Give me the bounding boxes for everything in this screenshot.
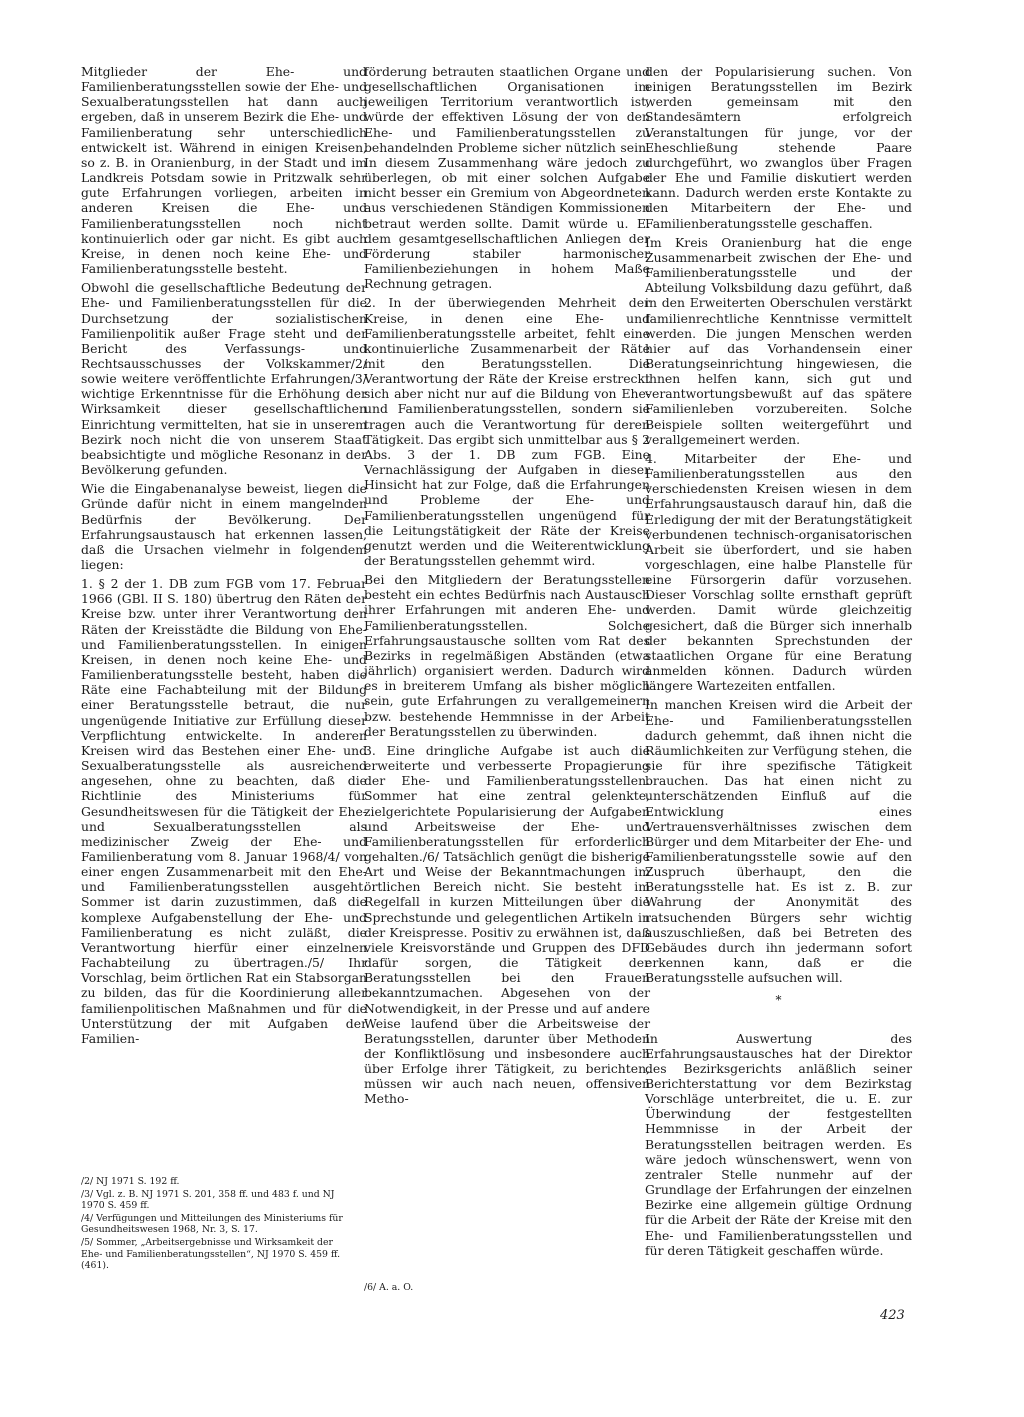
paragraph: Bei den Mitgliedern der Beratungsstellen besteht ein echtes Bedürfnis nach Austausch ihrer Erfahrungen mit anderen Ehe- und Familienberatungsstellen. Solche Erfahrungsaustausche sollten vom Rat des Bezirks in regelmäßigen Abständen (etwa jährlich) organisiert werden. Dadurch wird es in breiterem Umfang als bisher möglich sein, gute Erfahrungen zu verallgemeinern bzw. bestehende Hemmnisse in der Arbeit der Beratungsstellen zu überwinden. [364,572,650,739]
section-separator: * [775,993,782,1008]
footnote: /3/ Vgl. z. B. NJ 1971 S. 201, 358 ff. und 483 f. und NJ 1970 S. 459 ff. [81,1188,335,1212]
footnote: /2/ NJ 1971 S. 192 ff. [81,1176,180,1187]
footnote: /5/ Sommer, „Arbeitsergebnisse und Wirksamkeit der Ehe- und Familienberatungsstellen“, NJ 1970 S. 459 ff. (461). [81,1236,341,1272]
paragraph: Im Kreis Oranienburg hat die enge Zusammenarbeit zwischen der Ehe- und Familienberatungsstelle und der Abteilung Volksbildung dazu geführt, daß in den Erweiterten Oberschulen verstärkt familienrechtliche Kenntnisse vermittelt werden. Die jungen Menschen werden hier auf das Vorhandensein einer Beratungseinrichtung hingewiesen, die ihnen helfen kann, sich gut und verantwortungsbewußt auf das spätere Familienleben vorzubereiten. Solche Beispiele sollten weitergeführt und verallgemeinert werden. [645,234,912,447]
text-column-3 [645,64,912,1262]
text-column-2 [364,64,650,1111]
paragraph: In Auswertung des Erfahrungsaustausches hat der Direktor des Bezirksgerichts anläßlich seiner Berichterstattung vor dem Bezirkstag Vorschläge unterbreitet, die u. E. zur Überwindung der festgestellten Hemmnisse in der Arbeit der Beratungsstellen beitragen werden. Es wäre jedoch wünschenswert, wenn von zentraler Stelle nunmehr auf der Grundlage der Erfahrungen der einzelnen Bezirke eine allgemein gültige Ordnung für die Arbeit der Räte der Kreise mit den Ehe- und Familienberatungsstellen und für deren Tätigkeit geschaffen würde. [645,1030,912,1258]
footnotes-middle [364,1282,634,1295]
page-number: 423 [880,1308,905,1323]
paragraph: Wie die Eingabenanalyse beweist, liegen die Gründe dafür nicht in einem mangelnden Bedürfnis der Bevölkerung. Der Erfahrungsaustausch hat erkennen lassen, daß die Ursachen vielmehr in folgendem liegen: [81,481,367,572]
footnote: /4/ Verfügungen und Mitteilungen des Ministeriums für Gesundheitswesen 1968, Nr. 3, S. 17. [81,1212,343,1236]
paragraph: Obwohl die gesellschaftliche Bedeutung der Ehe- und Familienberatungsstellen für die Durchsetzung der sozialistischen Familienpolitik außer Frage steht und der Bericht des Verfassungs- und Rechtsausschusses der Volkskammer/2/ sowie weitere veröffentlichte Erfahrungen/3/ wichtige Erkenntnisse für die Erhöhung der Wirksamkeit dieser gesellschaftlichen Einrichtung vermittelten, hat sie in unserem Bezirk noch nicht die von unserem Staat beabsichtigte und mögliche Resonanz in der Bevölkerung gefunden. [81,280,367,478]
paragraph: 3. Eine dringliche Aufgabe ist auch die erweiterte und verbesserte Propagierung der Ehe- und Familienberatungsstellen. Sommer hat eine zentral gelenkte, zielgerichtete Popularisierung der Aufgaben und Arbeitsweise der Ehe- und Familienberatungsstellen für erforderlich gehalten./6/ Tatsächlich genügt die bisherige Art und Weise der Bekanntmachungen im örtlichen Bereich nicht. Sie besteht im Regelfall in kurzen Mitteilungen über die Sprechstunde und gelegentlichen Artikeln in der Kreispresse. Positiv zu erwähnen ist, daß viele Kreisvorstände und Gruppen des DFD dafür sorgen, die Tätigkeit der Beratungsstellen bei den Frauen bekanntzumachen. Abgesehen von der Notwendigkeit, in der Presse und auf andere Weise laufend über die Arbeitsweise der Beratungsstellen, darunter über Methoden der Konfliktlösung und insbesondere auch über Erfolge ihrer Tätigkeit, zu berichten, müssen wir auch nach neuen, offensiven Metho- [364,742,650,1107]
paragraph: 1. § 2 der 1. DB zum FGB vom 17. Februar 1966 (GBl. II S. 180) übertrug den Räten der Kreise bzw. unter ihrer Verantwortung den Räten der Kreisstädte die Bildung von Ehe- und Familienberatungsstellen. In einigen Kreisen, in denen noch keine Ehe- und Familienberatungsstelle besteht, haben die Räte eine Fachabteilung mit der Bildung einer Beratungsstelle betraut, die nur ungenügende Initiative zur Erfüllung dieser Verpflichtung entwickelte. In anderen Kreisen wird das Bestehen einer Ehe- und Sexualberatungsstelle als ausreichend angesehen, ohne zu beachten, daß die Richtlinie des Ministeriums für Gesundheitswesen für die Tätigkeit der Ehe- und Sexualberatungsstellen als medizinischer Zweig der Ehe- und Familienberatung vom 8. Januar 1968/4/ von einer engen Zusammenarbeit mit den Ehe- und Familienberatungsstellen ausgeht. Sommer ist darin zuzustimmen, daß die komplexe Aufgabenstellung der Ehe- und Familienberatung es nicht zuläßt, die Verantwortung hierfür einer einzelnen Fachabteilung zu übertragen./5/ Ihr Vorschlag, beim örtlichen Rat ein Stabsorgan zu bilden, das für die Koordinierung aller familienpolitischen Maßnahmen und für die Unterstützung der mit Aufgaben der Familien- [81,576,367,1046]
paragraph: förderung betrauten staatlichen Organe und gesellschaftlichen Organisationen im jeweiligen Territorium verantwortlich ist, würde der effektiven Lösung der von den Ehe- und Familienberatungsstellen zu behandelnden Probleme sicher nützlich sein. In diesem Zusammenhang wäre jedoch zu überlegen, ob mit einer solchen Aufgabe nicht besser ein Gremium von Abgeordneten aus verschiedenen Ständigen Kommissionen betraut werden sollte. Damit würde u. E. dem gesamtgesellschaftlichen Anliegen der Förderung stabiler harmonischer Familienbeziehungen in hohem Maße Rechnung getragen. [364,64,650,292]
paragraph: Mitglieder der Ehe- und Familienberatungsstellen sowie der Ehe- und Sexualberatungsstellen hat dann auch ergeben, daß in unserem Bezirk die Ehe- und Familienberatung sehr unterschiedlich entwickelt ist. Während in einigen Kreisen, so z. B. in Oranienburg, in der Stadt und im Landkreis Potsdam sowie in Pritzwalk sehr gute Erfahrungen vorliegen, arbeiten in anderen Kreisen die Ehe- und Familienberatungsstellen noch nicht kontinuierlich oder gar nicht. Es gibt auch Kreise, in denen noch keine Ehe- und Familienberatungsstelle besteht. [81,64,367,277]
paragraph: 2. In der überwiegenden Mehrheit der Kreise, in denen eine Ehe- und Familienberatungsstelle arbeitet, fehlt eine kontinuierliche Zusammenarbeit der Räte mit den Beratungsstellen. Die Verantwortung der Räte der Kreise erstreckt sich aber nicht nur auf die Bildung von Ehe- und Familienberatungsstellen, sondern sie tragen auch die Verantwortung für deren Tätigkeit. Das ergibt sich unmittelbar aus § 2 Abs. 3 der 1. DB zum FGB. Eine Vernachlässigung der Aufgaben in dieser Hinsicht hat zur Folge, daß die Erfahrungen und Probleme der Ehe- und Familienberatungsstellen ungenügend für die Leitungstätigkeit der Räte der Kreise genutzt werden und die Weiterentwicklung der Beratungsstellen gehemmt wird. [364,295,650,568]
footnote: /6/ A. a. O. [364,1282,414,1293]
paragraph: den der Popularisierung suchen. Von einigen Beratungsstellen im Bezirk werden gemeinsam mit den Standesämtern erfolgreich Veranstaltungen für junge, vor der Eheschließung stehende Paare durchgeführt, wo zwanglos über Fragen der Ehe und Familie diskutiert werden kann. Dadurch werden erste Kontakte zu den Mitarbeitern der Ehe- und Familienberatungsstelle geschaffen. [645,64,912,231]
paragraph: In manchen Kreisen wird die Arbeit der Ehe- und Familienberatungsstellen dadurch gehemmt, daß ihnen nicht die Räumlichkeiten zur Verfügung stehen, die sie für ihre spezifische Tätigkeit brauchen. Das hat einen nicht zu unterschätzenden Einfluß auf die Entwicklung eines Vertrauensverhältnisses zwischen dem Bürger und dem Mitarbeiter der Ehe- und Familienberatungsstelle sowie auf den Zuspruch überhaupt, den die Beratungsstelle hat. Es ist z. B. zur Wahrung der Anonymität des ratsuchenden Bürgers sehr wichtig auszuschließen, daß bei Betreten des Gebäudes durch ihn jedermann sofort erkennen kann, daß er die Beratungsstelle aufsuchen will. [645,697,912,986]
footnotes-left [81,1176,351,1273]
text-column-1 [81,64,367,1050]
paragraph: 4. Mitarbeiter der Ehe- und Familienberatungsstellen aus den verschiedensten Kreisen wiesen in dem Erfahrungsaustausch darauf hin, daß die Erledigung der mit der Beratungstätigkeit verbundenen technisch-organisatorischen Arbeit sie überfordert, und sie haben vorgeschlagen, eine halbe Planstelle für eine Fürsorgerin dafür vorzusehen. Dieser Vorschlag sollte ernsthaft geprüft werden. Damit würde gleichzeitig gesichert, daß die Bürger sich innerhalb der bekannten Sprechstunden der staatlichen Organe für eine Beratung anmelden können. Dadurch würden längere Wartezeiten entfallen. [645,450,912,694]
